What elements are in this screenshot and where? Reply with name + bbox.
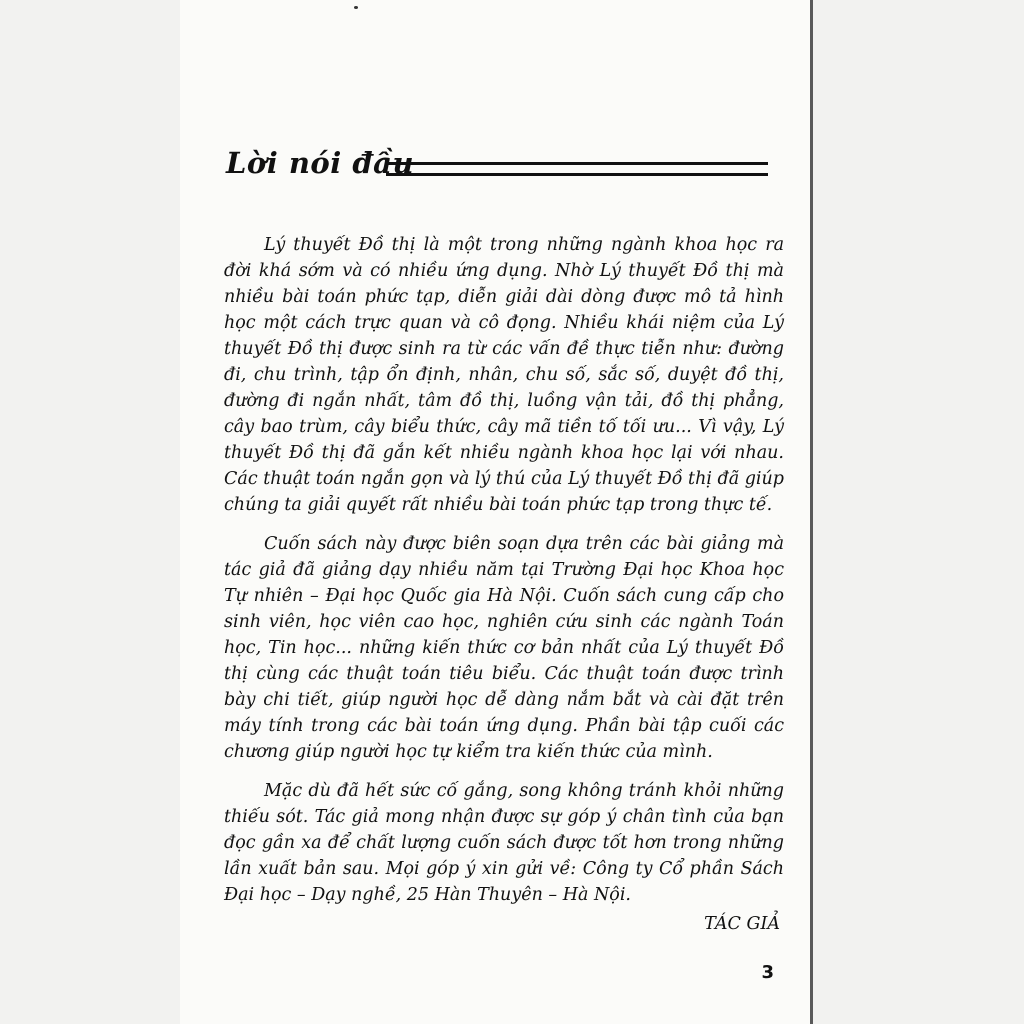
scan-speck bbox=[354, 6, 358, 9]
paragraph-2: Cuốn sách này được biên soạn dựa trên các bài giảng mà tác giả đã giảng dạy nhiều năm tại Trường Đại học Khoa học Tự nhiên – Đại học Quốc gia Hà Nội. Cuốn sách cung cấp cho sinh viên, học viên cao học, nghiên cứu sinh các ngành Toán học, Tin học... những kiến thức cơ bản nhất của Lý thuyết Đồ thị cùng các thuật toán tiêu biểu. Các thuật toán được trình bày chi tiết, giúp người học dễ dàng nắm bắt và cài đặt trên máy tính trong các bài toán ứng dụng. Phần bài tập cuối các chương giúp người học tự kiểm tra kiến thức của mình. bbox=[224, 534, 784, 762]
page-edge-shadow bbox=[810, 0, 813, 1024]
page-number: 3 bbox=[761, 962, 774, 983]
heading-double-rule bbox=[386, 162, 768, 176]
page-title: Lời nói đầu bbox=[226, 146, 415, 180]
author-signature: TÁC GIẢ bbox=[704, 914, 780, 934]
preface-body bbox=[224, 232, 784, 921]
paragraph-3: Mặc dù đã hết sức cố gắng, song không tránh khỏi những thiếu sót. Tác giả mong nhận được sự góp ý chân tình của bạn đọc gần xa để chất lượng cuốn sách được tốt hơn trong những lần xuất bản sau. Mọi góp ý xin gửi về: Công ty Cổ phần Sách Đại học – Dạy nghề, 25 Hàn Thuyên – Hà Nội. bbox=[224, 781, 784, 905]
paragraph-1: Lý thuyết Đồ thị là một trong những ngành khoa học ra đời khá sớm và có nhiều ứng dụng. Nhờ Lý thuyết Đồ thị mà nhiều bài toán phức tạp, diễn giải dài dòng được mô tả hình học một cách trực quan và cô đọng. Nhiều khái niệm của Lý thuyết Đồ thị được sinh ra từ các vấn đề thực tiễn như: đường đi, chu trình, tập ổn định, nhân, chu số, sắc số, duyệt đồ thị, đường đi ngắn nhất, tâm đồ thị, luồng vận tải, đồ thị phẳng, cây bao trùm, cây biểu thức, cây mã tiền tố tối ưu... Vì vậy, Lý thuyết Đồ thị đã gắn kết nhiều ngành khoa học lại với nhau. Các thuật toán ngắn gọn và lý thú của Lý thuyết Đồ thị đã giúp chúng ta giải quyết rất nhiều bài toán phức tạp trong thực tế. bbox=[224, 235, 784, 515]
preface-heading bbox=[226, 136, 786, 206]
